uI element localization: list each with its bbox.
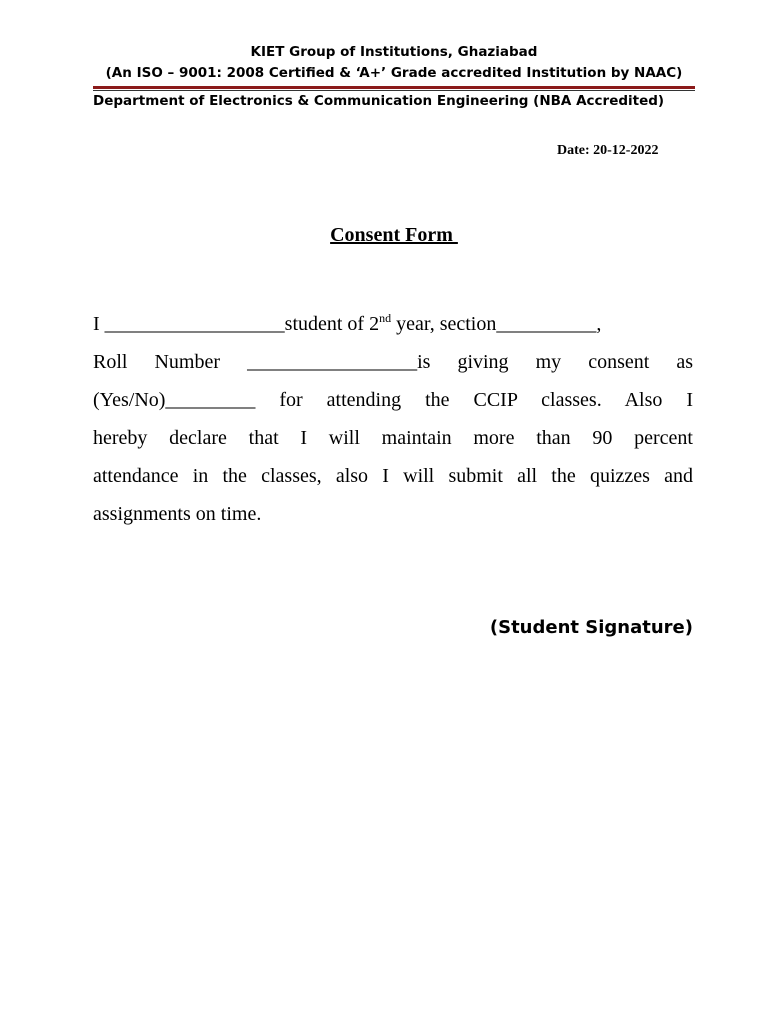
consent-paragraph bbox=[93, 305, 693, 533]
page-title: Consent Form bbox=[330, 224, 458, 246]
document-date: Date: 20-12-2022 bbox=[557, 143, 659, 158]
body-line-6: assignments on time. bbox=[93, 503, 262, 525]
student-signature-label: (Student Signature) bbox=[489, 617, 693, 638]
department-name: Department of Electronics & Communication Engineering (NBA Accredited) bbox=[93, 93, 665, 109]
body-line-4: hereby declare that I will maintain more than 90 percent bbox=[93, 427, 693, 449]
body-line-5: attendance in the classes, also I will submit all the quizzes and bbox=[93, 465, 693, 487]
institution-name: KIET Group of Institutions, Ghaziabad bbox=[250, 44, 538, 60]
body-line-3: (Yes/No)_________ for attending the CCIP classes. Also I bbox=[93, 389, 693, 411]
accreditation-line: (An ISO – 9001: 2008 Certified & ‘A+’ Grade accredited Institution by NAAC) bbox=[105, 65, 683, 81]
header-rule-thick bbox=[93, 86, 695, 89]
body-line-1-start: I __________________student of 2 bbox=[93, 313, 380, 335]
body-line-2: Roll Number _________________is giving my consent as bbox=[93, 351, 693, 373]
body-line-1 bbox=[93, 305, 693, 343]
body-line-1-end: year, section__________, bbox=[391, 313, 602, 335]
ordinal-suffix: nd bbox=[379, 311, 392, 325]
header-rule-thin bbox=[93, 90, 695, 91]
